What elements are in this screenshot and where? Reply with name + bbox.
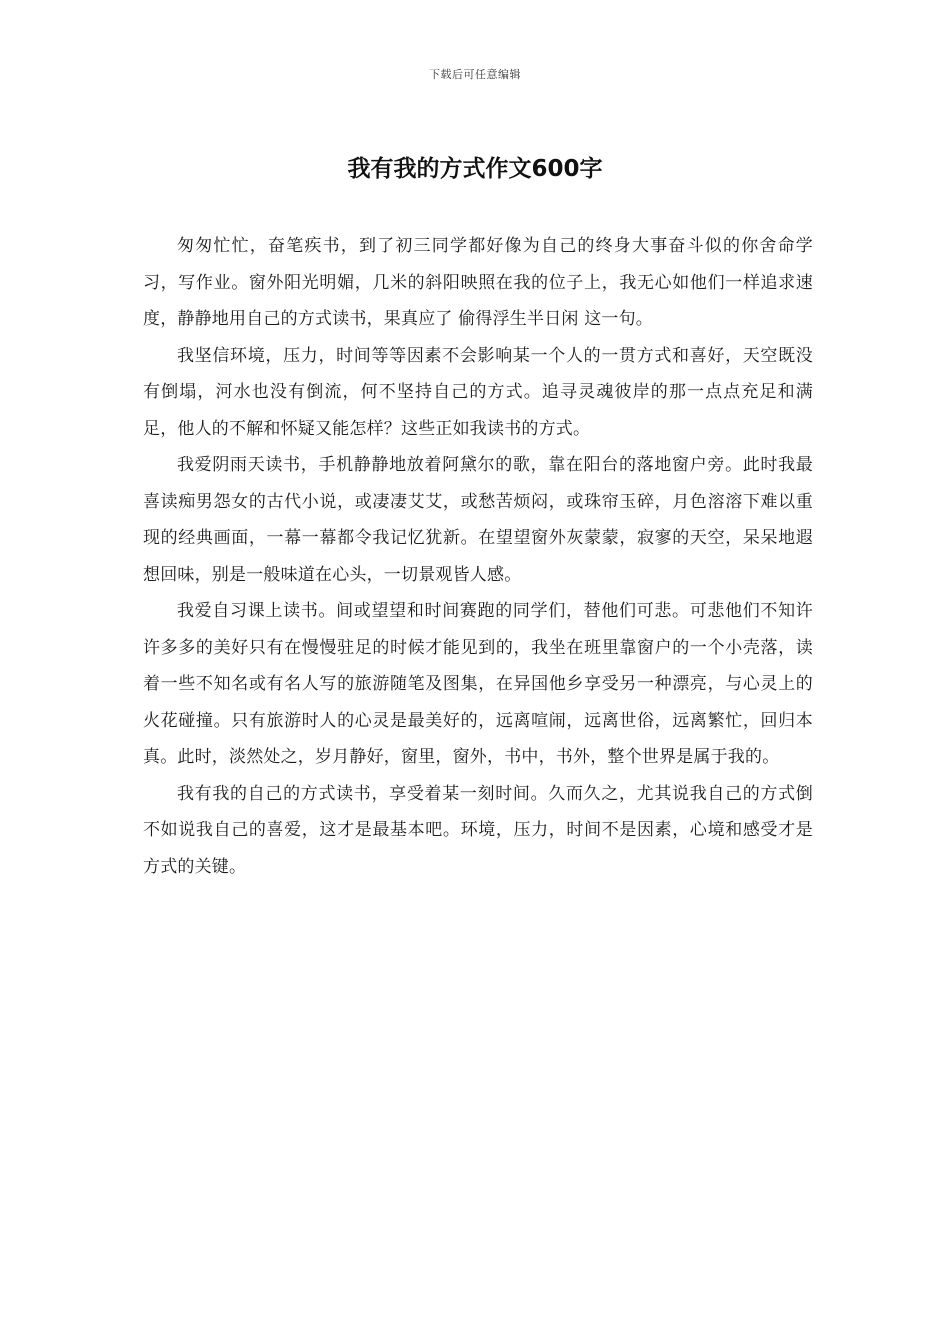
paragraph-4: 我爱自习课上读书。间或望望和时间赛跑的同学们，替他们可悲。可悲他们不知许许多多的美好只有在慢慢驻足的时候才能见到的，我坐在班里靠窗户的一个小壳落，读着一些不知名或有名人写的旅游随笔及图集，在异国他乡享受另一种漂亮，与心灵上的火花碰撞。只有旅游时人的心灵是最美好的，远离喧闹，远离世俗，远离繁忙，回归本真。此时，淡然处之，岁月静好，窗里，窗外，书中，书外，整个世界是属于我的。 <box>143 601 813 767</box>
paragraph-1: 匆匆忙忙，奋笔疾书，到了初三同学都好像为自己的终身大事奋斗似的你舍命学习，写作业。窗外阳光明媚，几米的斜阳映照在我的位子上，我无心如他们一样追求速度，静静地用自己的方式读书，果真应了 偷得浮生半日闲 这一句。 <box>143 236 813 329</box>
paragraph-3: 我爱阴雨天读书，手机静静地放着阿黛尔的歌，靠在阳台的落地窗户旁。此时我最喜读痴男怨女的古代小说，或凄凄艾艾，或愁苦烦闷，或珠帘玉碎，月色溶溶下难以重现的经典画面，一幕一幕都令我记忆犹新。在望望窗外灰蒙蒙，寂寥的天空，呆呆地遐想回味，别是一般味道在心头，一切景观皆人感。 <box>143 455 813 585</box>
paragraph-5: 我有我的自己的方式读书，享受着某一刻时间。久而久之，尤其说我自己的方式倒不如说我自己的喜爱，这才是最基本吧。环境，压力，时间不是因素，心境和感受才是方式的关键。 <box>143 783 813 877</box>
header-note: 下载后可任意编辑 <box>429 68 521 81</box>
paragraph-2: 我坚信环境，压力，时间等等因素不会影响某一个人的一贯方式和喜好，天空既没有倒塌，河水也没有倒流，何不坚持自己的方式。追寻灵魂彼岸的那一点点充足和满足，他人的不解和怀疑又能怎样？这些正如我读书的方式。 <box>143 345 813 439</box>
page-title: 我有我的方式作文600字 <box>347 156 603 182</box>
essay-body <box>143 228 813 885</box>
